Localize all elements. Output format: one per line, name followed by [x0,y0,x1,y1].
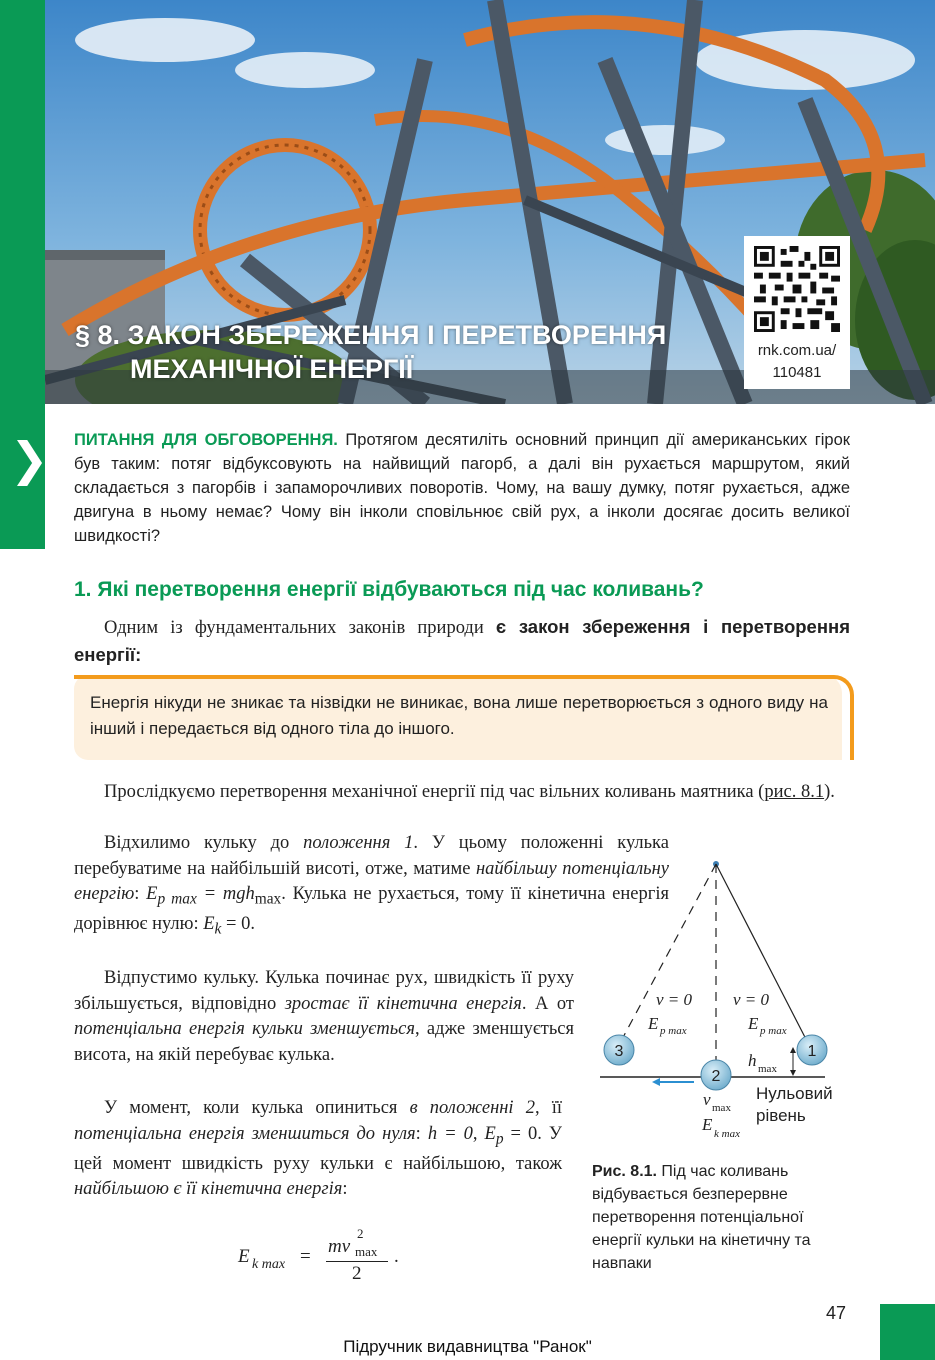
formula-ek: E [203,914,215,935]
p3-a: Відхилимо кульку до [104,833,304,853]
publisher-footer: Підручник видавництва "Ранок" [343,1337,592,1356]
v0-left-label: v = 0 [656,990,693,1009]
v0-right-label: v = 0 [733,990,770,1009]
p5-b-italic: потенціальна енергія зменшиться до нуля [74,1123,416,1144]
formula-ep-sub: p max [157,890,197,908]
chevron-right-icon: ❯ [10,432,49,486]
caption-lead: Рис. 8.1. [592,1163,657,1180]
p5-sep: , [472,1123,485,1144]
green-side-band [0,0,45,404]
formula-eq: = [300,1246,311,1267]
p5-a: У момент, коли кулька опиниться [104,1098,410,1118]
paragraph-2-end: ). [824,782,835,802]
p4-a-italic: зростає її кінетична енергія [284,993,522,1014]
kinetic-energy-formula [238,1226,418,1287]
ball-3-label: 3 [614,1043,624,1060]
p5-c: : [415,1123,428,1144]
p4-b: . А от [521,993,574,1014]
formula-num-sup: 2 [357,1226,364,1241]
hmax-arrow-down [790,1070,796,1076]
pendulum-figure [590,855,860,1150]
p4-a: Відпустимо кульку. Кулька починає рух, швидкість її руху збільшується, відповідно [74,968,574,1014]
pendulum-diagram [590,855,860,1150]
formula-lhs: E [238,1246,250,1267]
hmax-sub: max [758,1063,777,1075]
ep-left-label: E [648,1014,659,1033]
paragraph-2-text: Прослідкуємо перетворення механічної енергії під час вільних коливань маятника ( [104,782,765,802]
p5-a-italic: в положенні 2 [409,1098,535,1118]
p5-d: . У цей момент швидкість руху кульки є найбільшою, також [74,1123,563,1174]
formula-ep0-eq: = 0 [503,1123,538,1144]
formula-ek-sub: k [214,920,222,938]
ekmax-sub: k max [714,1128,740,1140]
zero-level-label-1: Нульовий [756,1084,833,1103]
ep-right-sub: p max [760,1025,787,1037]
p3-a-italic: положення 1 [303,833,414,853]
pendulum-string [716,864,810,1047]
p3-c: : [134,884,140,904]
ball-1-label: 1 [807,1043,817,1060]
p4-b-italic: потенціальна енергія кульки зменшується [74,1019,415,1039]
ep-right-label: E [748,1014,759,1033]
p4-c: , адже зменшується висота, на якій перебуває кулька. [74,1019,574,1065]
qr-url-line2[interactable]: 110481 [772,364,822,381]
formula-ep0-sub: p [495,1130,504,1148]
section-title [75,318,666,386]
section-title-line1: § 8. ЗАКОН ЗБЕРЕЖЕННЯ І ПЕРЕТВОРЕННЯ [75,320,667,350]
qr-url-line1[interactable]: rnk.com.ua/ [757,342,837,359]
formula-h-sub: max [254,890,282,908]
formula-ep: E [146,884,158,904]
paragraph-4 [74,966,574,1068]
page-number: 47 [826,1303,847,1323]
p3-b: . У цьому положенні кулька перебуватиме на найбільшій висоті, отже, матиме [74,833,669,879]
p3-b-italic: найбільшу потенціальну енергію [74,858,669,904]
figure-link[interactable]: рис. 8.1 [764,782,825,802]
p3-d: . Кулька не рухається, тому її кінетична енергія дорівнює нулю: [74,884,669,935]
formula-fraction-bar [326,1261,388,1262]
ekmax-label: E [702,1115,713,1134]
formula-h0: h = 0 [427,1123,473,1144]
law-statement: Енергія нікуди не зникає та нізвідки не виникає, вона лише перетворюється з одного виду на інший і передається від одного тіла до іншого. [90,693,828,738]
hmax-arrow-up [790,1047,796,1053]
figure-caption [592,1160,852,1275]
discussion-question [74,428,850,548]
section-title-line2: МЕХАНІЧНОЇ ЕНЕРГІЇ [130,354,414,384]
formula-den: 2 [352,1263,362,1284]
zero-level-label-2: рівень [756,1106,806,1125]
p5-b: , її [534,1098,563,1118]
qr-code-box[interactable] [744,236,850,389]
paragraph-3 [74,831,669,942]
vmax-label: v [703,1090,711,1109]
vmax-sub: max [712,1102,731,1114]
hmax-label: h [748,1051,757,1070]
formula-num-sub: max [355,1244,378,1259]
ep-left-sub: p max [660,1025,687,1037]
formula-mgh: = mgh [196,884,255,904]
qr-code-icon [754,246,840,332]
velocity-arrow-head [652,1078,660,1086]
formula-ep0: E [484,1123,496,1144]
ball-2-label: 2 [711,1068,721,1085]
section-heading-1: 1. Які перетворення енергії відбуваються під час коливань? [74,578,704,601]
side-tab [0,404,49,549]
left-string-dashed [620,864,716,1043]
paragraph-1-text: Одним із фундаментальних законів природи [104,618,496,638]
p5-d-italic: найбільшою є її кінетична енергія [74,1179,343,1200]
paragraph-1 [74,614,850,669]
formula-ek-eq: = 0. [221,914,255,935]
paragraph-2 [74,780,850,806]
formula-lhs-sub: k max [252,1257,286,1272]
formula-dot: . [394,1246,399,1267]
formula-num: mv [328,1236,351,1257]
caption-text: Під час коливань відбувається безперервне перетворення потенціальної енергії кульки на кінетичну та навпаки [592,1163,811,1272]
paragraph-1-bold: є закон збереження і перетворення енергії: [74,616,850,665]
p5-e: : [342,1179,348,1200]
discussion-lead: ПИТАННЯ ДЛЯ ОБГОВОРЕННЯ. [74,431,338,449]
discussion-text: Протягом десятиліть основний принцип дії американських гірок був таким: потяг відбуксовують на найвищий пагорб, а далі він рухається маршрутом, який складається з пагорбів і запаморочливих поворотів. Чому, на вашу думку, потяг рухається, адже двигуна в ньому немає? Чому він інколи сповільнює свій рух, а інколи досягає досить великої швидкості? [74,431,851,545]
paragraph-5 [74,1096,562,1203]
